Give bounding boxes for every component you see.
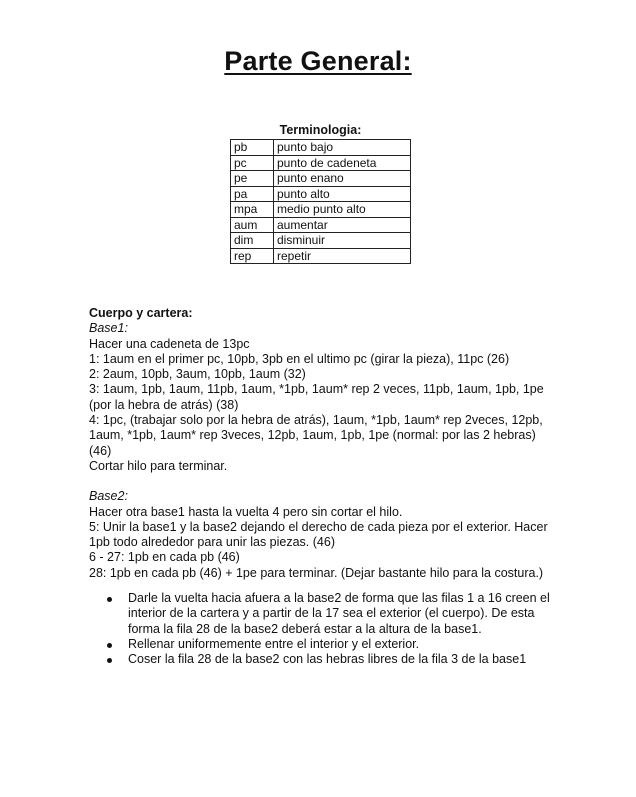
bullet-icon [107,643,112,648]
page-title: Parte General: [224,46,412,76]
term-abbr: mpa [231,202,274,218]
instructions [89,306,559,668]
terminology-table [230,139,411,264]
table-row [231,186,411,202]
note-text: Rellenar uniformemente entre el interior y el exterior. [128,636,420,651]
instruction-line: 28: 1pb en cada pb (46) + 1pe para terminar. (Dejar bastante hilo para la costura.) [89,565,544,580]
term-abbr: pa [231,186,274,202]
instruction-line: 4: 1pc, (trabajar solo por la hebra de atrás), 1aum, *1pb, 1aum* rep 2veces, 12pb, 1aum, *1pb, 1aum* rep 3veces, 12pb, 1aum, 1pb, 1pe (normal: por las 2 hebras) (46) [89,413,543,458]
instruction-line: 2: 2aum, 10pb, 3aum, 10pb, 1aum (32) [89,367,306,382]
table-row [231,171,411,187]
terminology-heading: Terminologia: [279,123,362,137]
term-meaning: punto bajo [274,140,411,156]
base2-label: Base2: [89,489,128,504]
term-meaning: punto alto [274,186,411,202]
instruction-line: Hacer una cadeneta de 13pc [89,336,250,351]
term-abbr: rep [231,248,274,264]
instruction-line: 3: 1aum, 1pb, 1aum, 11pb, 1aum, *1pb, 1aum* rep 2 veces, 11pb, 1aum, 1pb, 1pe (por la hebra de atrás) (38) [89,382,544,412]
bullet-icon [107,658,112,663]
instruction-line: 5: Unir la base1 y la base2 dejando el derecho de cada pieza por el exterior. Hacer 1pb todo alrededor para unir las piezas. (46) [89,519,548,550]
table-row [231,140,411,156]
list-item [89,637,559,652]
notes-list [89,591,559,667]
bullet-icon [107,597,112,602]
term-abbr: pb [231,140,274,156]
term-meaning: aumentar [274,217,411,233]
instruction-line: Cortar hilo para terminar. [89,458,228,473]
term-abbr: pe [231,171,274,187]
term-abbr: pc [231,155,274,171]
table-row [231,248,411,264]
term-meaning: repetir [274,248,411,264]
term-meaning: disminuir [274,233,411,249]
instruction-line: Hacer otra base1 hasta la vuelta 4 pero sin cortar el hilo. [89,504,403,519]
note-text: Darle la vuelta hacia afuera a la base2 de forma que las filas 1 a 16 creen el interior de la cartera y a partir de la 17 sea el exterior (el cuerpo). De esta forma la fila 28 de la base2 deberá estar a la altura de la base1. [128,591,550,636]
list-item [89,652,559,667]
term-abbr: aum [231,217,274,233]
term-meaning: punto de cadeneta [274,155,411,171]
note-text: Coser la fila 28 de la base2 con las hebras libres de la fila 3 de la base1 [128,652,527,667]
instruction-line: 6 - 27: 1pb en cada pb (46) [89,550,240,565]
table-row [231,233,411,249]
table-row [231,202,411,218]
term-meaning: punto enano [274,171,411,187]
term-meaning: medio punto alto [274,202,411,218]
table-row [231,217,411,233]
base1-label: Base1: [89,321,128,336]
table-row [231,155,411,171]
section-heading: Cuerpo y cartera: [89,306,193,320]
instruction-line: 1: 1aum en el primer pc, 10pb, 3pb en el ultimo pc (girar la pieza), 11pc (26) [89,351,510,366]
term-abbr: dim [231,233,274,249]
list-item [89,591,559,637]
spacer [89,474,559,489]
